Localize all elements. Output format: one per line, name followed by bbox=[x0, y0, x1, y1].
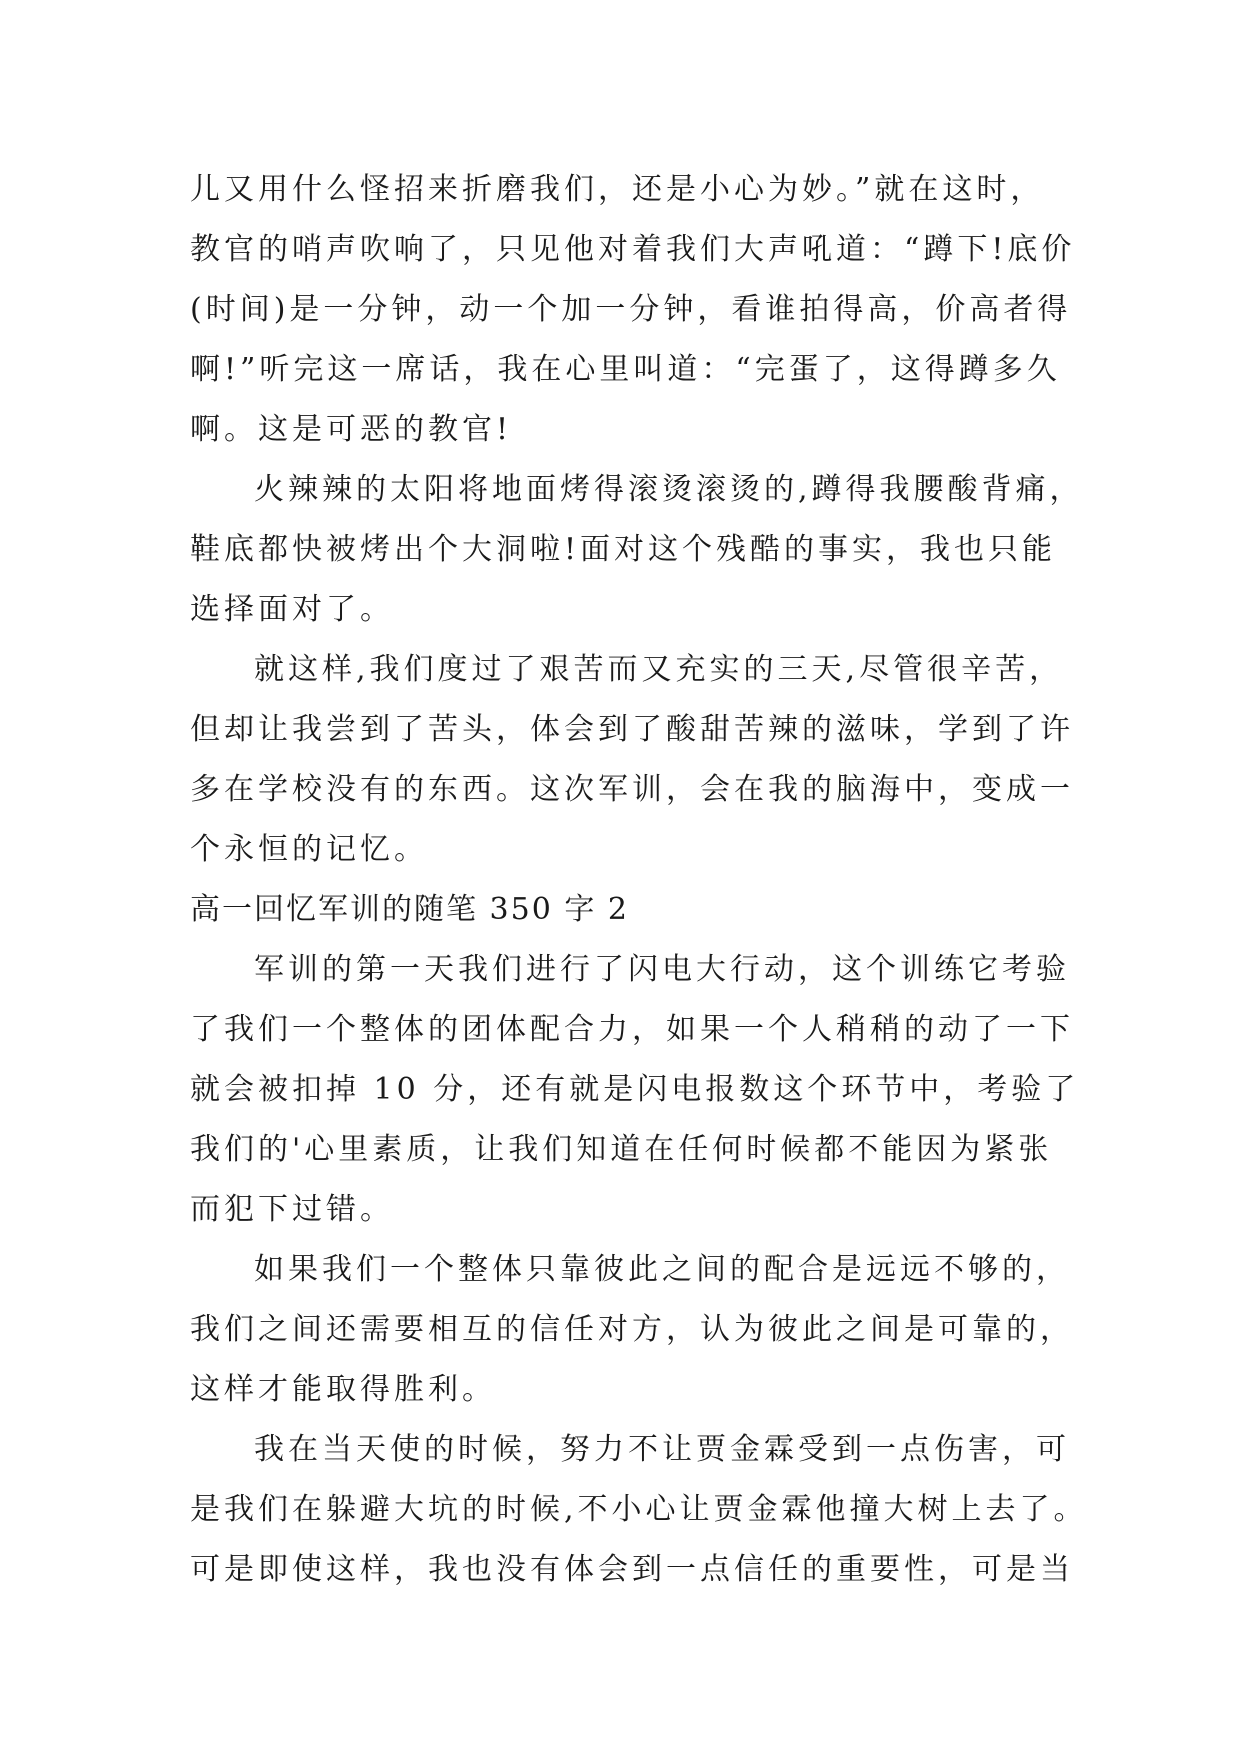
text-line: 而犯下过错。 bbox=[190, 1192, 394, 1227]
section-heading: 高一回忆军训的随笔 350 字 2 bbox=[190, 892, 629, 927]
text-line: 就这样,我们度过了艰苦而又充实的三天,尽管很辛苦， bbox=[254, 652, 1064, 687]
text-line: 但却让我尝到了苦头，体会到了酸甜苦辣的滋味，学到了许 bbox=[190, 712, 1074, 747]
text-line: 如果我们一个整体只靠彼此之间的配合是远远不够的， bbox=[254, 1252, 1070, 1287]
text-line: 选择面对了。 bbox=[190, 592, 394, 627]
text-line: 就会被扣掉 10 分，还有就是闪电报数这个环节中，考验了 bbox=[190, 1072, 1080, 1107]
text-line: 这样才能取得胜利。 bbox=[190, 1372, 496, 1407]
text-line: 鞋底都快被烤出个大洞啦!面对这个残酷的事实，我也只能 bbox=[190, 532, 1057, 567]
text-line: 个永恒的记忆。 bbox=[190, 832, 428, 867]
text-line: 我们之间还需要相互的信任对方，认为彼此之间是可靠的， bbox=[190, 1312, 1074, 1347]
text-line: 我们的'心里素质，让我们知道在任何时候都不能因为紧张 bbox=[190, 1132, 1053, 1167]
text-line: 军训的第一天我们进行了闪电大行动，这个训练它考验 bbox=[254, 952, 1070, 987]
text-line: 了我们一个整体的团体配合力，如果一个人稍稍的动了一下 bbox=[190, 1012, 1074, 1047]
text-line: 儿又用什么怪招来折磨我们，还是小心为妙。”就在这时， bbox=[190, 172, 1045, 207]
text-line: 教官的哨声吹响了，只见他对着我们大声吼道：“蹲下!底价 bbox=[190, 232, 1076, 267]
text-line: 是我们在躲避大坑的时候,不小心让贾金霖他撞大树上去了。 bbox=[190, 1492, 1088, 1527]
text-line: 我在当天使的时候，努力不让贾金霖受到一点伤害，可 bbox=[254, 1432, 1070, 1467]
text-line: (时间)是一分钟，动一个加一分钟，看谁拍得高，价高者得 bbox=[190, 292, 1072, 327]
text-line: 啊。这是可恶的教官! bbox=[190, 412, 513, 447]
text-line: 多在学校没有的东西。这次军训，会在我的脑海中，变成一 bbox=[190, 772, 1074, 807]
text-line: 可是即使这样，我也没有体会到一点信任的重要性，可是当 bbox=[190, 1552, 1074, 1587]
document-body bbox=[190, 160, 1088, 1600]
text-line: 啊!”听完这一席话，我在心里叫道：“完蛋了，这得蹲多久 bbox=[190, 352, 1061, 387]
text-line: 火辣辣的太阳将地面烤得滚烫滚烫的,蹲得我腰酸背痛， bbox=[254, 472, 1084, 507]
